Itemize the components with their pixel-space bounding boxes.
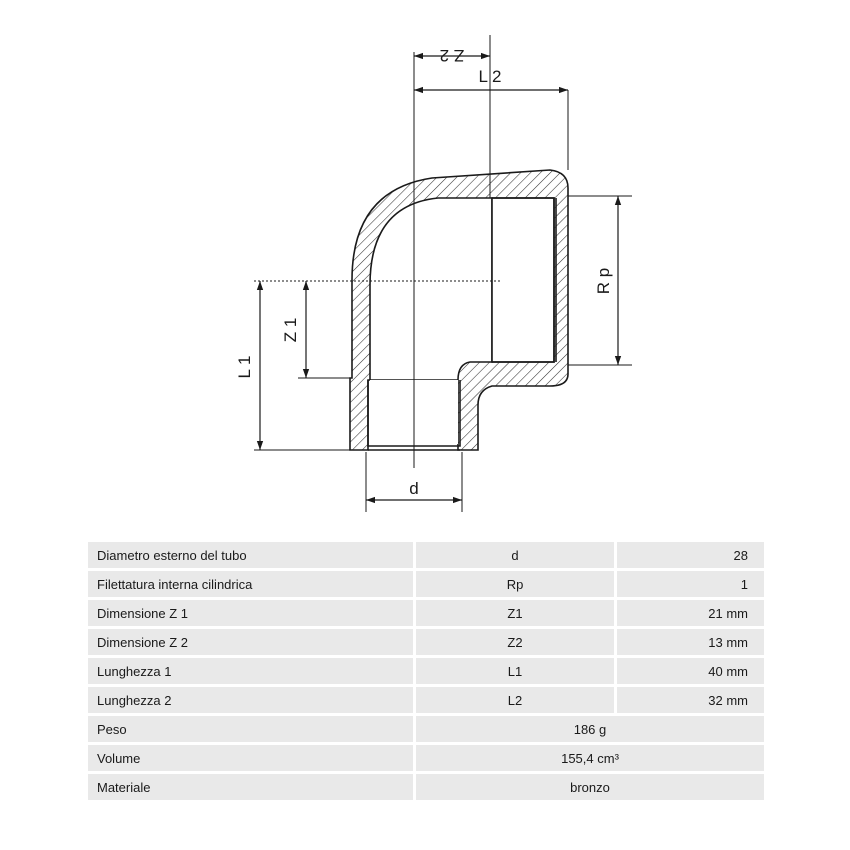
row-label: Peso (88, 716, 416, 745)
row-value: 155,4 cm³ (416, 745, 764, 774)
top-outlet-bore (492, 198, 554, 362)
l1-label: L 1 (235, 355, 254, 379)
fitting-section (350, 170, 568, 450)
table-row (88, 687, 764, 716)
l2-label: L 2 (478, 67, 502, 86)
table-row (88, 658, 764, 687)
row-symbol: L2 (416, 687, 617, 716)
d-label: d (409, 479, 419, 498)
row-label: Volume (88, 745, 416, 774)
row-symbol: Rp (416, 571, 617, 600)
specification-table (88, 542, 764, 803)
table-row (88, 745, 764, 774)
row-symbol: L1 (416, 658, 617, 687)
row-label: Lunghezza 1 (88, 658, 416, 687)
row-value: 13 mm (617, 629, 764, 658)
row-value: bronzo (416, 774, 764, 803)
row-symbol: d (416, 542, 617, 571)
row-label: Diametro esterno del tubo (88, 542, 416, 571)
row-symbol: Z2 (416, 629, 617, 658)
table-row (88, 716, 764, 745)
row-label: Dimensione Z 2 (88, 629, 416, 658)
row-symbol: Z1 (416, 600, 617, 629)
row-value: 40 mm (617, 658, 764, 687)
z2-label: Z 2 (439, 46, 465, 65)
table-row (88, 571, 764, 600)
row-value: 32 mm (617, 687, 764, 716)
row-label: Dimensione Z 1 (88, 600, 416, 629)
row-label: Lunghezza 2 (88, 687, 416, 716)
table-row (88, 542, 764, 571)
table-row (88, 629, 764, 658)
z1-label: Z 1 (281, 317, 300, 343)
row-label: Filettatura interna cilindrica (88, 571, 416, 600)
row-value: 1 (617, 571, 764, 600)
row-label: Materiale (88, 774, 416, 803)
rp-label: R p (594, 267, 613, 295)
table-row (88, 600, 764, 629)
row-value: 28 (617, 542, 764, 571)
table-row (88, 774, 764, 803)
row-value: 21 mm (617, 600, 764, 629)
row-value: 186 g (416, 716, 764, 745)
